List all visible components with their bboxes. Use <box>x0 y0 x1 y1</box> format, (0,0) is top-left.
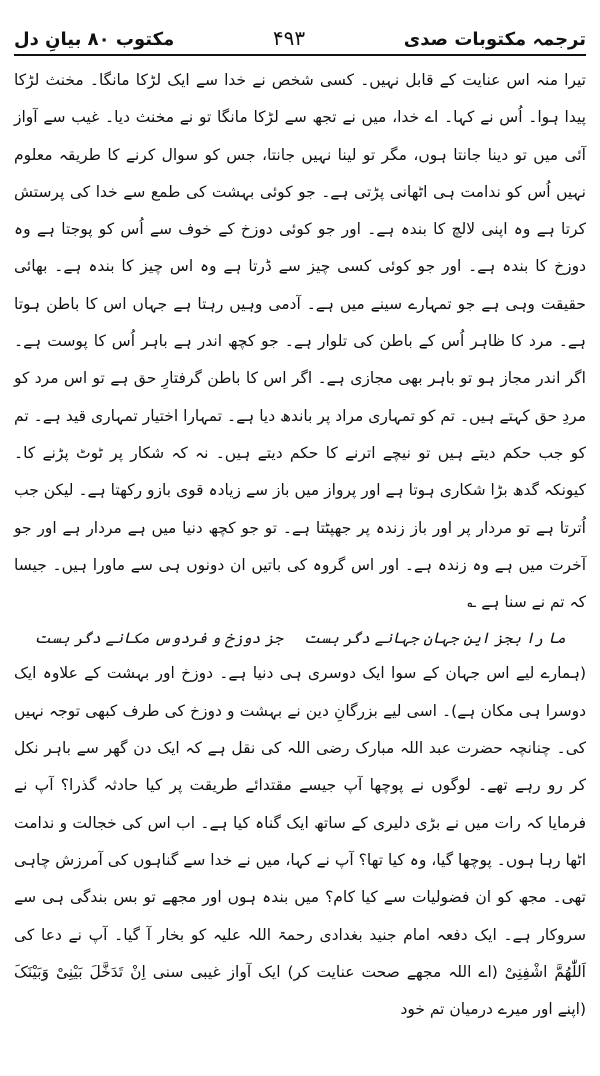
header-rule <box>14 54 586 56</box>
page-body-continued <box>14 655 586 1028</box>
persian-couplet <box>24 621 576 655</box>
couplet-first-hemistich: ما را بجز این جہان جہانے دگر ہست <box>303 629 566 648</box>
page-header <box>14 12 586 50</box>
page-body <box>14 62 586 621</box>
paragraph: (ہمارے لیے اس جہان کے سوا ایک دوسری ہی دنیا ہے۔ دوزخ اور بہشت کے علاوہ ایک دوسرا ہی مکان ہے)۔ اسی لیے بزرگانِ دین نے بہشت و دوزخ کی طرف کبھی توجہ نہیں کی۔ چنانچہ حضرت عبد اللہ مبارک رضی اللہ کی نقل ہے کہ ایک دن گھر سے باہر نکل کر رو رہے تھے۔ لوگوں نے پوچھا آپ جیسے مقتدائے طریقت پر کیا حادثہ گذرا؟ آپ نے فرمایا کہ رات میں نے بڑی دلیری کے ساتھ ایک گناہ کیا ہے۔ اب اس کی خجالت و ندامت اٹھا رہا ہوں۔ پوچھا گیا، وہ کیا تھا؟ آپ نے کہا، میں نے خدا سے گناہوں کی آمرزش چاہی تھی۔ مجھ کو ان فضولیات سے کیا کام؟ میں بندہ ہوں اور مجھے تو بس بندگی ہی سے سروکار ہے۔ ایک دفعہ امام جنید بغدادی رحمۃ اللہ علیہ کو بخار آ گیا۔ آپ نے دعا کی اَللّٰھُمَّ اشْفِنِیْ (اے اللہ مجھے صحت عنایت کر) ایک آواز غیبی سنی اِنْ تَدَخَّلَ بَیْنِیْ وَبَیْنَکَ (اپنے اور میرے درمیان تم خود <box>14 664 586 1019</box>
running-title-right: ترجمہ مکتوبات صدی <box>403 29 586 50</box>
paragraph: تیرا منہ اس عنایت کے قابل نہیں۔ کسی شخص نے خدا سے ایک لڑکا مانگا۔ مخنث لڑکا پیدا ہوا۔ اُس نے کہا۔ اے خدا، میں نے تجھ سے لڑکا مانگا تو نے مخنث دیا۔ غیب سے آواز آئی میں تو دینا جانتا ہوں، مگر تو لینا نہیں جانتا، جس کو سوال کرنے کا طریقہ معلوم نہیں اُس کو ندامت ہی اٹھانی پڑتی ہے۔ جو کوئی بہشت کی طمع سے خدا کی پرستش کرتا ہے وہ اپنی لالچ کا بندہ ہے۔ اور جو کوئی دوزخ کے خوف سے اُس کو پوجتا ہے وہ دوزخ کا بندہ ہے۔ اور جو کوئی کسی چیز سے ڈرتا ہے وہ اس چیز کا بندہ ہے۔ بھائی حقیقت وہی ہے جو تمہارے سینے میں ہے۔ آدمی وہیں رہتا ہے جہاں اس کا باطن ہوتا ہے۔ مرد کا ظاہر اُس کے باطن کی تلوار ہے۔ جو کچھ اندر ہے باہر اُس کا پوست ہے۔ اگر اندر مجاز ہو تو باہر بھی مجازی ہے۔ اگر اس کا باطن گرفتارِ حق ہے تو اس مرد کو مردِ حق کہتے ہیں۔ تم کو تمہاری مراد پر باندھ دیا ہے۔ تمہارا اختیار تمہاری قید ہے۔ تم کو جب حکم دیتے ہیں تو نیچے اترنے کا حکم دیتے ہیں۔ نہ کہ شکار پر ٹوٹ پڑنے کا۔ کیونکہ گدھ بڑا شکاری ہوتا ہے اور پرواز میں باز سے زیادہ قوی بازو رکھتا ہے۔ لیکن جب اُترتا ہے تو مردار پر اور باز زندہ پر جھپٹتا ہے۔ تو جو کچھ دنیا میں ہے مردار ہے اور جو آخرت میں ہے وہ زندہ ہے۔ اور اس گروہ کی باتیں ان دونوں ہی سے ماورا ہیں۔ جیسا کہ تم نے سنا ہے ؎ <box>14 71 586 612</box>
running-title-left: مکتوب ۸۰ بیانِ دل <box>14 29 175 50</box>
page-number: ۴۹۳ <box>272 26 306 50</box>
couplet-second-hemistich: جز دوزخ و فردوس مکانے دگر ہست <box>34 629 283 648</box>
